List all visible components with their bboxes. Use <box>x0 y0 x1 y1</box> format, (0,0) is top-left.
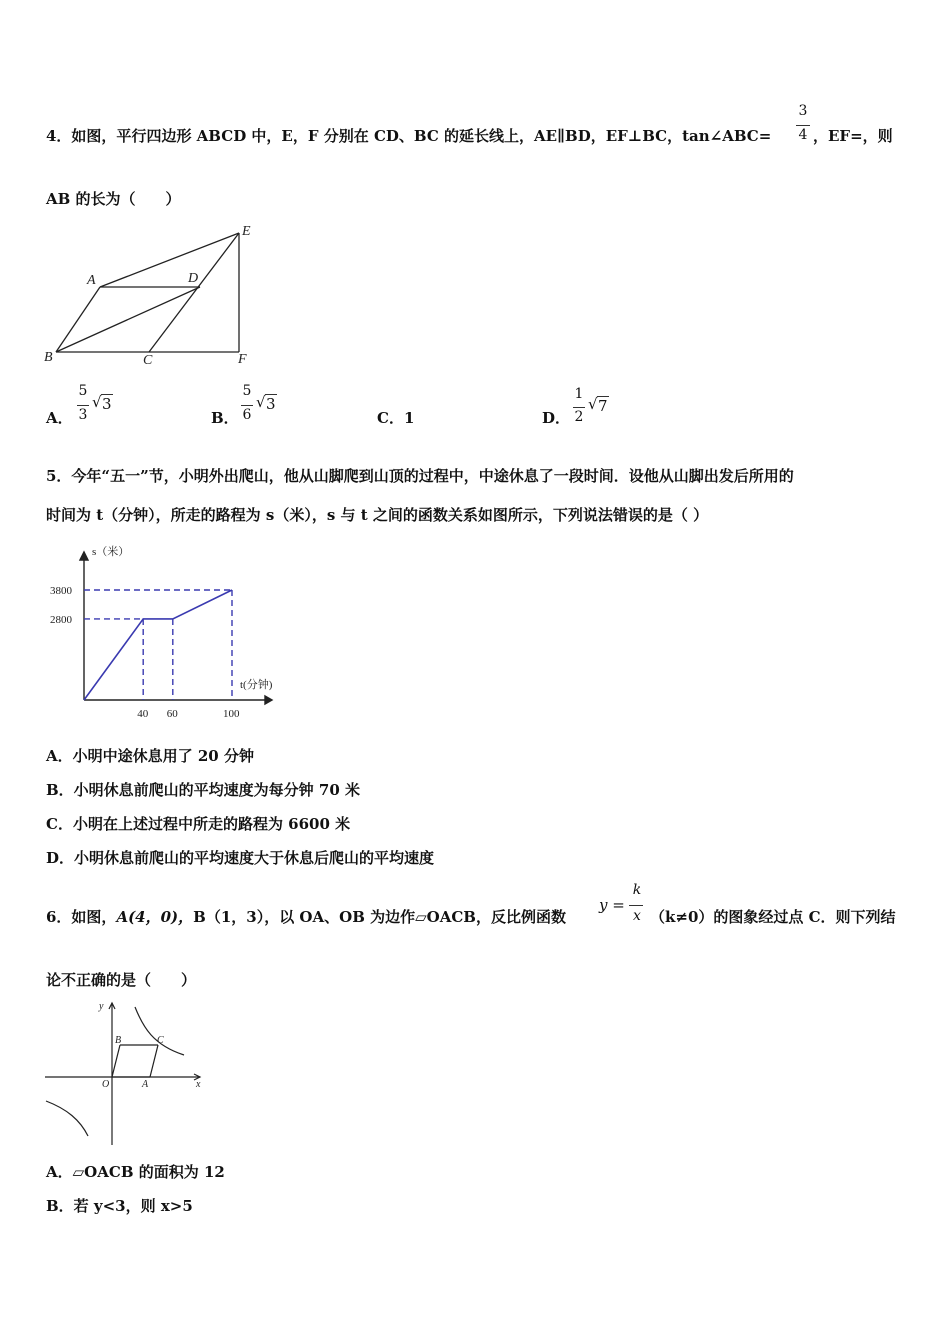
x-tick-label-100: 100 <box>223 708 240 720</box>
q6-coordinate-figure <box>40 995 215 1150</box>
y-tick-label-3800: 3800 <box>50 585 72 597</box>
denominator: 2 <box>574 409 584 425</box>
function-numerator: k <box>632 882 642 898</box>
hyperbola-branch-positive <box>135 1007 184 1055</box>
radicand: 3 <box>266 395 276 413</box>
numerator: 5 <box>78 383 88 399</box>
function-denominator: x <box>633 908 641 924</box>
x-axis-label: t(分钟) <box>240 679 273 691</box>
q5-stem-line1: 5．今年“五一”节，小明外出爬山，他从山脚爬到山顶的过程中，中途休息了一段时间．设他从山脚出发后所用的 <box>46 467 794 485</box>
label-F: F <box>238 352 247 367</box>
x-tick-label-40: 40 <box>137 708 149 720</box>
numerator: 1 <box>574 386 584 402</box>
series-line-s <box>84 590 232 700</box>
q4-stem-line2: AB 的长为（ ） <box>46 190 181 208</box>
q6-stem-part-a: 6．如图， <box>46 908 117 926</box>
radicand: 3 <box>102 395 112 413</box>
fraction-bar <box>77 405 89 406</box>
q6-option-a[interactable]: A．▱OACB 的面积为 12 <box>46 1163 225 1181</box>
label-B: B <box>44 350 53 365</box>
label-C: C <box>143 353 153 368</box>
x-tick-label-60: 60 <box>166 708 178 720</box>
numerator: 5 <box>242 383 252 399</box>
q6-stem-line2: 论不正确的是（ ） <box>46 971 197 989</box>
option-label: C． <box>377 409 404 427</box>
x-axis-arrow <box>265 696 272 704</box>
q4-parallelogram-figure <box>40 218 270 370</box>
q6-stem-part-d: （k≠0）的图象经过点 C．则下列结 <box>650 908 896 926</box>
function-y: y = <box>599 896 625 914</box>
fraction-bar <box>796 125 810 126</box>
axis-label-y: y <box>99 1001 104 1012</box>
label-C: C <box>157 1035 164 1046</box>
q5-option-d[interactable]: D．小明休息前爬山的平均速度大于休息后爬山的平均速度 <box>46 849 435 867</box>
denominator: 3 <box>78 407 88 423</box>
label-B: B <box>115 1035 122 1046</box>
fraction-bar <box>629 905 643 906</box>
label-E: E <box>242 224 251 239</box>
segment-AC <box>150 1045 158 1077</box>
q5-option-a[interactable]: A．小明中途休息用了 20 分钟 <box>46 747 254 765</box>
option-label: B． <box>211 409 239 427</box>
axis-label-x: x <box>196 1079 201 1090</box>
sqrt-sign: √ <box>92 393 102 411</box>
hyperbola-branch-negative <box>46 1101 88 1136</box>
q4-tan-numerator: 3 <box>798 103 808 119</box>
option-label: D． <box>542 409 571 427</box>
q5-distance-time-chart <box>40 540 290 725</box>
y-tick-label-2800: 2800 <box>50 613 72 626</box>
fraction-bar <box>241 405 253 406</box>
sqrt-sign: √ <box>256 393 266 411</box>
option-label: A． <box>46 409 73 427</box>
radicand: 7 <box>598 397 608 415</box>
q5-stem-line2: 时间为 t（分钟），所走的路程为 s（米），s 与 t 之间的函数关系如图所示，下列说法错误的是（ ） <box>46 506 709 524</box>
q4-stem-text: 4．如图，平行四边形 ABCD 中，E，F 分别在 CD、BC 的延长线上，AE∥BD，EF⊥BC，tan∠ABC= <box>46 127 772 145</box>
sqrt-sign: √ <box>588 395 598 413</box>
q4-tan-denominator: 4 <box>798 127 808 143</box>
label-A: A <box>142 1079 149 1090</box>
label-D: D <box>188 271 199 286</box>
label-A: A <box>87 273 96 288</box>
q4-stem-tail: ，EF=，则 <box>813 127 893 145</box>
label-O: O <box>102 1079 110 1090</box>
q6-stem-line1 <box>46 907 566 927</box>
denominator: 6 <box>242 407 252 423</box>
q4-stem-line1 <box>46 126 771 146</box>
segment-OB <box>112 1045 120 1077</box>
y-axis-label: s（米） <box>92 546 130 558</box>
fraction-bar <box>573 407 585 408</box>
q6-stem-point-a: A(4，0)， <box>116 908 194 926</box>
q6-option-b[interactable]: B．若 y<3，则 x>5 <box>46 1197 193 1215</box>
q5-option-c[interactable]: C．小明在上述过程中所走的路程为 6600 米 <box>46 815 351 833</box>
q5-option-b[interactable]: B．小明休息前爬山的平均速度为每分钟 70 米 <box>46 781 360 799</box>
y-axis-arrow <box>80 552 88 560</box>
q6-stem-part-c: B（1，3），以 OA、OB 为边作▱OACB，反比例函数 <box>193 908 566 926</box>
option-value: 1 <box>404 409 415 427</box>
